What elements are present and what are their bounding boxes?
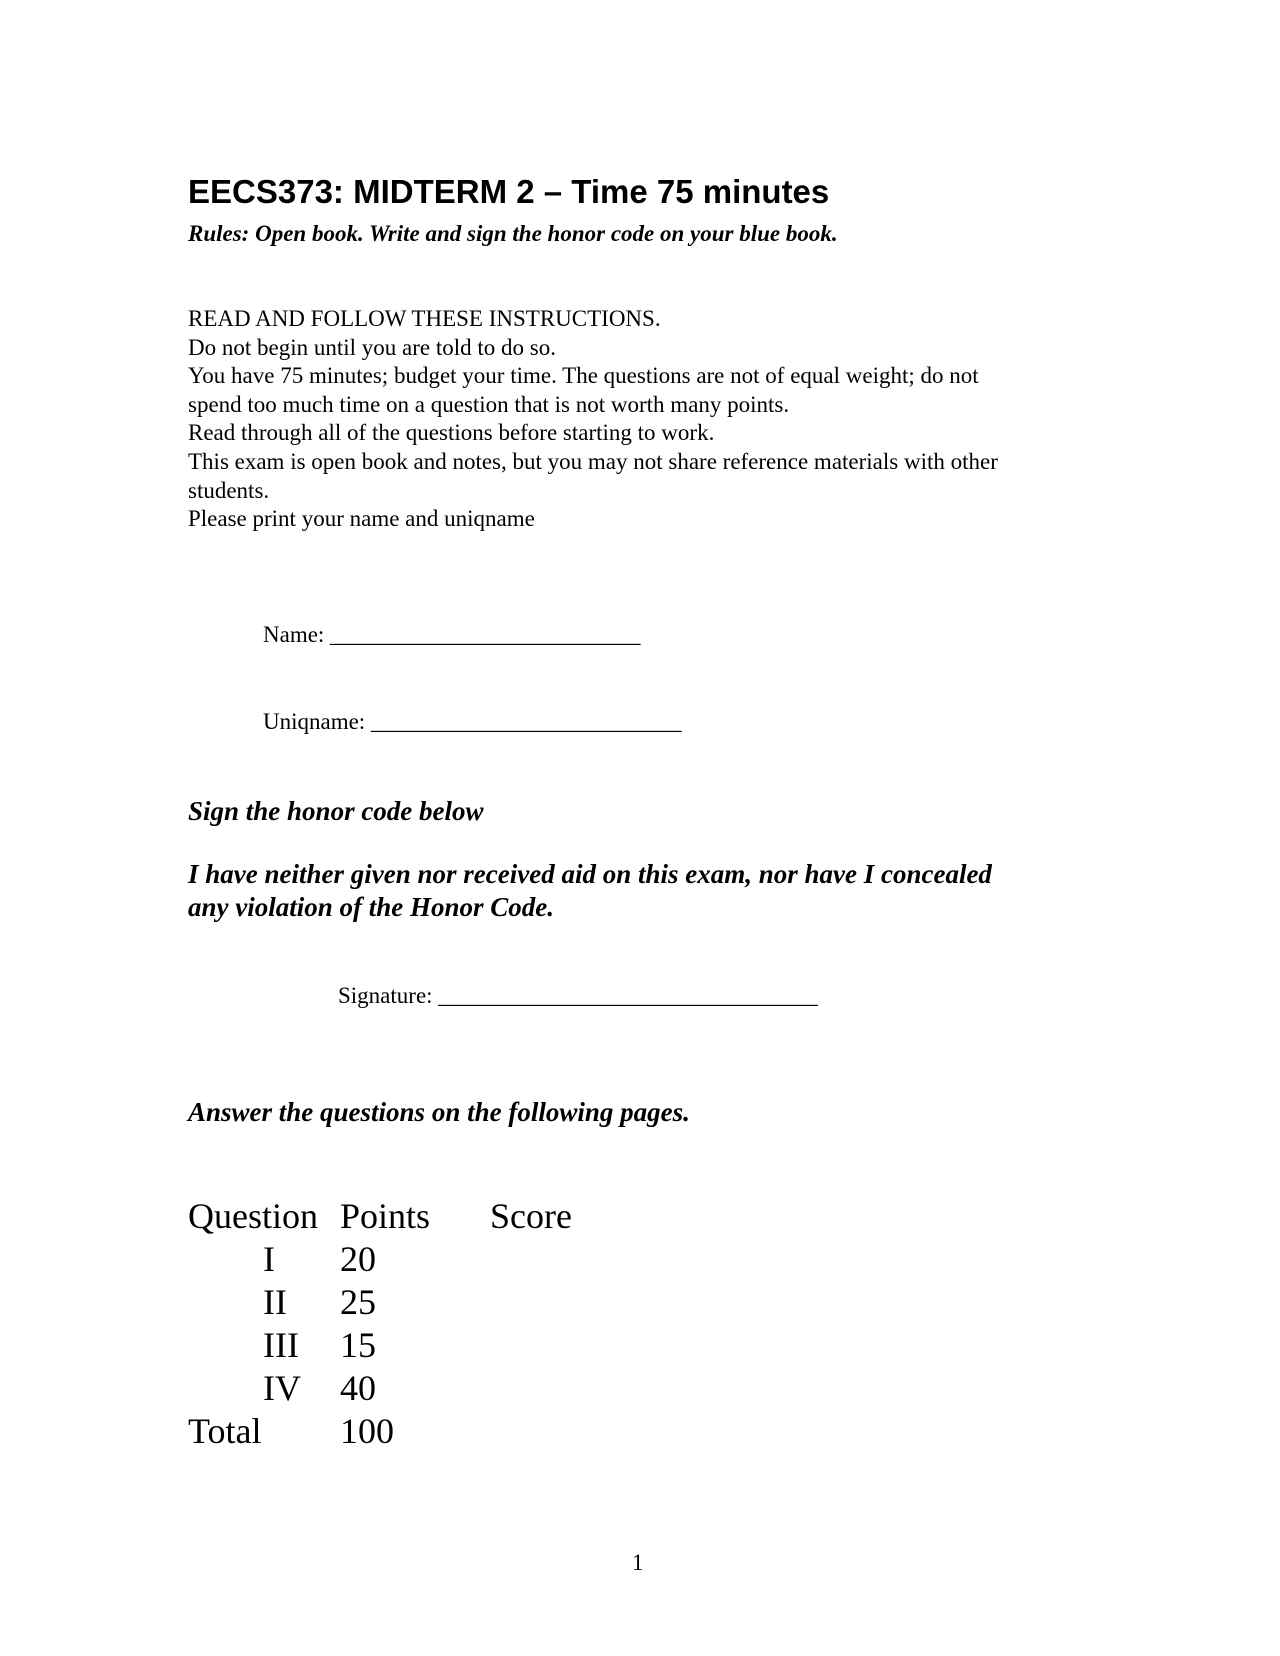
question-points: 25	[340, 1282, 376, 1322]
instruction-line: Please print your name and uniqname	[188, 506, 535, 532]
honor-code-line: any violation of the Honor Code.	[188, 892, 555, 922]
page-number: 1	[632, 1550, 644, 1575]
name-field[interactable]: Name: ___________________________	[263, 622, 641, 647]
question-points: 40	[340, 1368, 376, 1408]
instruction-line: Do not begin until you are told to do so.	[188, 334, 556, 360]
header-score: Score	[490, 1196, 572, 1236]
uniqname-field[interactable]: Uniqname: ___________________________	[263, 709, 682, 734]
instruction-line: Read through all of the questions before starting to work.	[188, 420, 715, 446]
question-number: IV	[263, 1368, 301, 1408]
header-question: Question	[188, 1196, 318, 1236]
signature-field[interactable]: Signature: _________________________________	[338, 983, 818, 1008]
header-points: Points	[340, 1196, 431, 1236]
question-points: 20	[340, 1239, 376, 1279]
honor-code-statement	[188, 858, 992, 924]
question-number: II	[263, 1282, 287, 1322]
instruction-line: This exam is open book and notes, but you may not share reference materials with other	[188, 448, 998, 474]
answer-note: Answer the questions on the following pages.	[188, 1097, 690, 1127]
instructions-block	[188, 305, 1088, 534]
instruction-line: students.	[188, 477, 270, 503]
instruction-line: You have 75 minutes; budget your time. The questions are not of equal weight; do not	[188, 363, 979, 389]
honor-code-line: I have neither given nor received aid on this exam, nor have I concealed	[188, 859, 992, 889]
total-points: 100	[340, 1411, 394, 1451]
honor-code-heading: Sign the honor code below	[188, 796, 484, 826]
question-points: 15	[340, 1325, 376, 1365]
exam-title: EECS373: MIDTERM 2 – Time 75 minutes	[188, 173, 830, 210]
total-label: Total	[188, 1411, 262, 1451]
question-number: I	[263, 1239, 275, 1279]
exam-rules: Rules: Open book. Write and sign the honor code on your blue book.	[188, 221, 838, 246]
instruction-line: spend too much time on a question that is not worth many points.	[188, 391, 790, 417]
instruction-line: READ AND FOLLOW THESE INSTRUCTIONS.	[188, 306, 661, 331]
question-number: III	[263, 1325, 299, 1365]
